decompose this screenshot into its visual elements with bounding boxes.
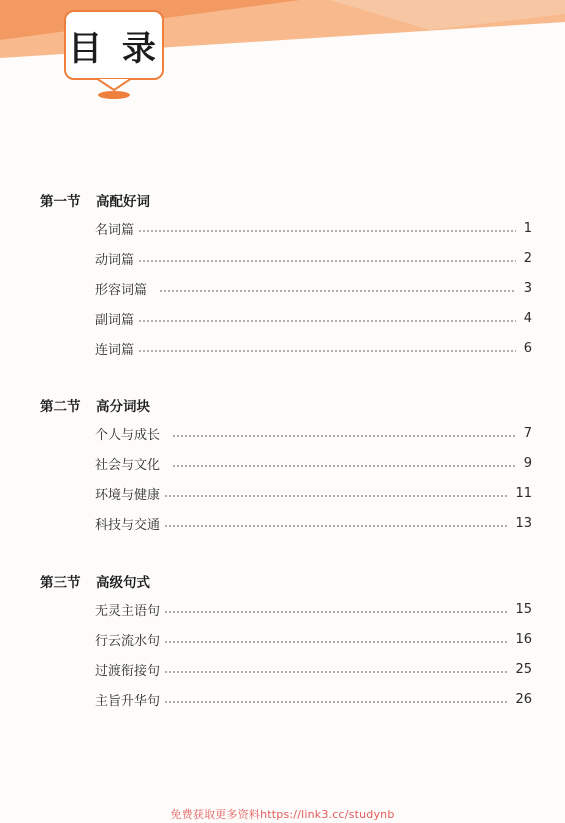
section-title: 高级句式 xyxy=(96,575,150,591)
entry-label: 连词篇 xyxy=(95,342,135,358)
toc-entry[interactable] xyxy=(95,279,532,297)
dot-leader xyxy=(164,611,509,613)
section-heading xyxy=(40,395,535,415)
dot-leader xyxy=(164,701,509,703)
entry-page: 11 xyxy=(515,485,532,501)
dot-leader xyxy=(138,320,516,322)
dot-leader xyxy=(172,435,516,437)
toc-entry[interactable] xyxy=(95,600,532,618)
toc-entry[interactable] xyxy=(95,339,532,357)
section-number: 第一节 xyxy=(40,194,81,210)
toc-entry[interactable] xyxy=(95,219,532,237)
dot-leader xyxy=(164,495,509,497)
toc-entry[interactable] xyxy=(95,454,532,472)
entry-page: 9 xyxy=(523,455,532,471)
page-title: 目 录 xyxy=(68,28,160,69)
toc-title-bubble xyxy=(64,10,164,80)
toc-entry[interactable] xyxy=(95,309,532,327)
entry-page: 1 xyxy=(523,220,532,236)
entry-page: 25 xyxy=(515,661,532,677)
section-title: 高分词块 xyxy=(96,399,150,415)
entry-page: 15 xyxy=(515,601,532,617)
entry-page: 26 xyxy=(515,691,532,707)
entry-page: 4 xyxy=(523,310,532,326)
entry-label: 社会与文化 xyxy=(95,457,161,473)
entry-page: 6 xyxy=(523,340,532,356)
toc-entry[interactable] xyxy=(95,630,532,648)
footer-link[interactable]: 免费获取更多资料https://link3.cc/studynb xyxy=(170,808,395,821)
section-title: 高配好词 xyxy=(96,194,150,210)
toc-entry[interactable] xyxy=(95,424,532,442)
entry-page: 16 xyxy=(515,631,532,647)
toc-entry[interactable] xyxy=(95,660,532,678)
dot-leader xyxy=(159,290,516,292)
entry-page: 7 xyxy=(523,425,532,441)
entry-label: 副词篇 xyxy=(95,312,135,328)
toc-section-2 xyxy=(40,395,535,535)
dot-leader xyxy=(138,350,516,352)
toc-entry[interactable] xyxy=(95,249,532,267)
bubble-tail xyxy=(94,78,134,100)
entry-label: 科技与交通 xyxy=(95,517,161,533)
dot-leader xyxy=(138,260,516,262)
entry-label: 无灵主语句 xyxy=(95,603,161,619)
entry-page: 2 xyxy=(523,250,532,266)
dot-leader xyxy=(172,465,516,467)
entry-label: 名词篇 xyxy=(95,222,135,238)
entry-label: 个人与成长 xyxy=(95,427,161,443)
toc-entry[interactable] xyxy=(95,690,532,708)
entry-label: 环境与健康 xyxy=(95,487,161,503)
entry-label: 过渡衔接句 xyxy=(95,663,161,679)
toc-section-3 xyxy=(40,571,535,711)
section-number: 第二节 xyxy=(40,399,81,415)
section-heading xyxy=(40,571,535,591)
entry-page: 13 xyxy=(515,515,532,531)
entry-label: 动词篇 xyxy=(95,252,135,268)
entry-label: 形容词篇 xyxy=(95,282,148,298)
dot-leader xyxy=(164,671,509,673)
section-heading xyxy=(40,190,535,210)
entry-label: 主旨升华句 xyxy=(95,693,161,709)
entry-label: 行云流水句 xyxy=(95,633,161,649)
entry-page: 3 xyxy=(523,280,532,296)
toc-entry[interactable] xyxy=(95,484,532,502)
dot-leader xyxy=(164,641,509,643)
dot-leader xyxy=(164,525,509,527)
dot-leader xyxy=(138,230,516,232)
toc-entry[interactable] xyxy=(95,514,532,532)
section-number: 第三节 xyxy=(40,575,81,591)
toc-section-1 xyxy=(40,190,535,360)
